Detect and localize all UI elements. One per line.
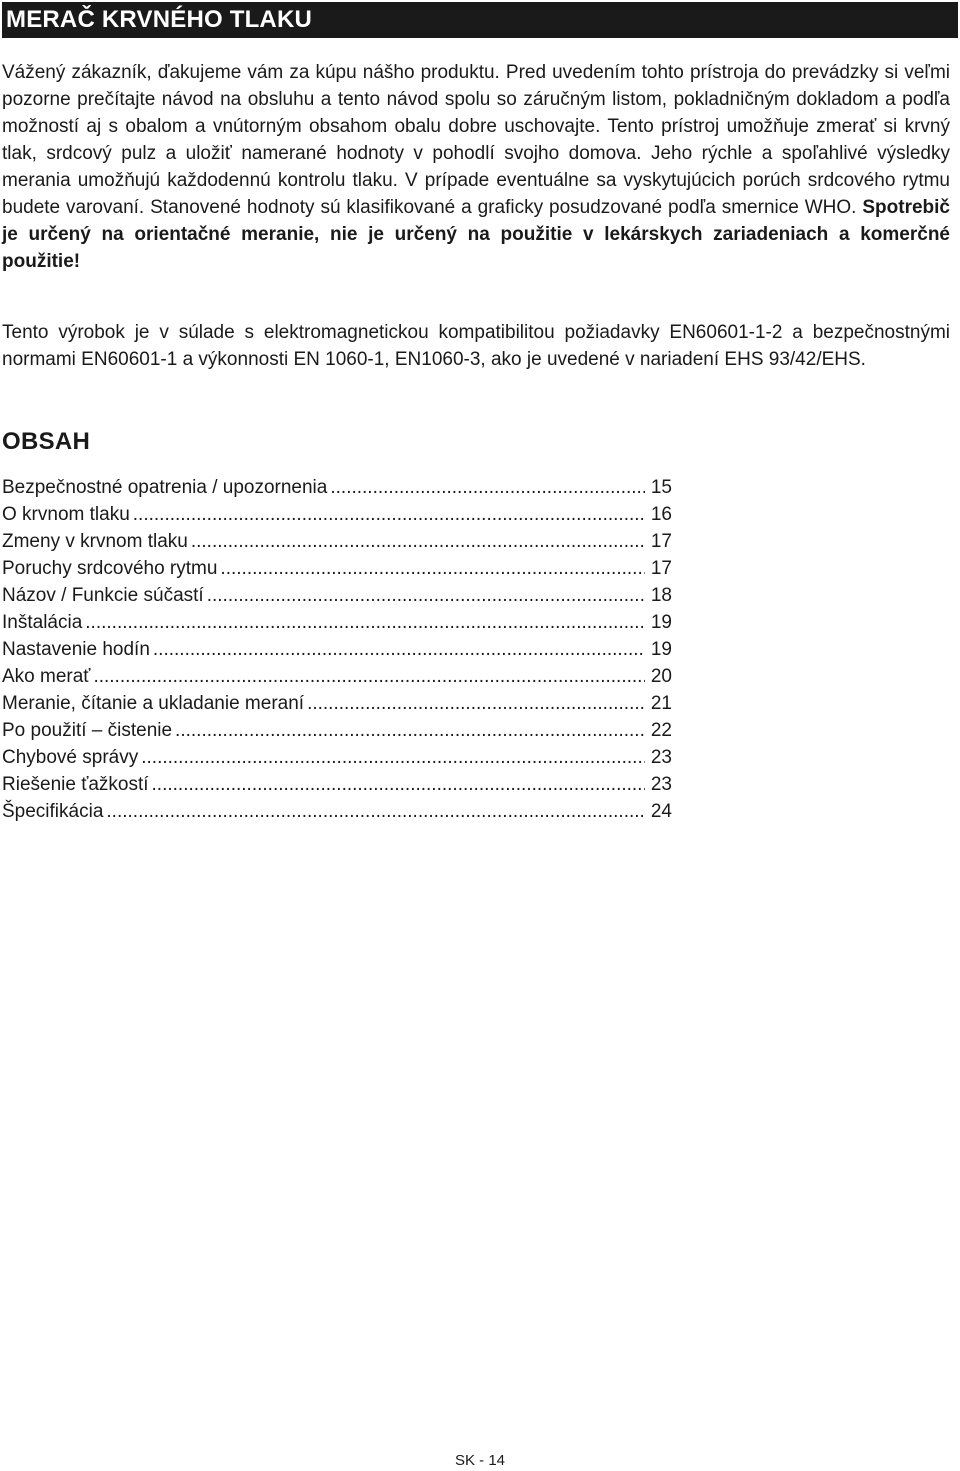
toc-item-page: 20 — [650, 666, 672, 687]
toc-item-label: Chybové správy — [2, 747, 139, 768]
toc-dot-leader — [106, 798, 644, 825]
toc-dot-leader — [153, 636, 645, 663]
toc-dot-leader — [85, 609, 645, 636]
toc-item-label: Názov / Funkcie súčastí — [2, 585, 204, 606]
contents-heading: OBSAH — [2, 428, 91, 455]
toc-item-page: 19 — [650, 612, 672, 633]
toc-item[interactable] — [2, 771, 672, 798]
toc-item-label: Poruchy srdcového rytmu — [2, 558, 218, 579]
toc-item[interactable] — [2, 582, 672, 609]
toc-item-page: 19 — [650, 639, 672, 660]
toc-item-page: 23 — [650, 774, 672, 795]
toc-item[interactable] — [2, 663, 672, 690]
toc-dot-leader — [207, 582, 645, 609]
toc-item[interactable] — [2, 474, 672, 501]
toc-item-page: 16 — [650, 504, 672, 525]
toc-item-page: 17 — [650, 558, 672, 579]
title-bar — [2, 2, 958, 38]
toc-item-label: Nastavenie hodín — [2, 639, 150, 660]
toc-item-label: O krvnom tlaku — [2, 504, 130, 525]
toc-dot-leader — [93, 663, 644, 690]
toc-item-page: 17 — [650, 531, 672, 552]
toc-item-label: Meranie, čítanie a ukladanie meraní — [2, 693, 305, 714]
intro-text: Vážený zákazník, ďakujeme vám za kúpu nášho produktu. Pred uvedením tohto prístroja do prevádzky si veľmi pozorne prečítajte návod na obsluhu a tento návod spolu so záručným listom, pokladničným dokladom a podľa možností aj s obalom a vnútorným obsahom obalu dobre uschovajte. Tento prístroj umožňuje zmerať si krvný tlak, srdcový pulz a uložiť namerané hodnoty v pohodlí svojho domova. Jeho rýchle a spoľahlivé výsledky merania umožňujú každodennú kontrolu tlaku. V prípade eventuálne sa vyskytujúcich porúch srdcového rytmu budete varovaní. Stanovené hodnoty sú klasifikované a graficky posudzované podľa smernice WHO. — [2, 62, 950, 218]
compliance-paragraph: Tento výrobok je v súlade s elektromagnetickou kompatibilitou požiadavky EN60601-1-2 a bezpečnostnými normami EN60601-1 a výkonnosti EN 1060-1, EN1060-3, ako je uvedené v nariadení EHS 93/42/EHS. — [2, 322, 950, 370]
toc-item-page: 23 — [650, 747, 672, 768]
toc-item-page: 21 — [650, 693, 672, 714]
toc-dot-leader — [307, 690, 645, 717]
toc-item[interactable] — [2, 528, 672, 555]
toc-item-page: 24 — [650, 801, 672, 822]
toc-item[interactable] — [2, 501, 672, 528]
toc-dot-leader — [330, 474, 645, 501]
toc-item-label: Riešenie ťažkostí — [2, 774, 149, 795]
toc-item-label: Po použití – čistenie — [2, 720, 173, 741]
toc-item[interactable] — [2, 798, 672, 825]
toc-item-label: Zmeny v krvnom tlaku — [2, 531, 188, 552]
toc-item[interactable] — [2, 690, 672, 717]
toc-dot-leader — [175, 717, 645, 744]
toc-item-label: Bezpečnostné opatrenia / upozornenia — [2, 477, 328, 498]
toc-item-label: Inštalácia — [2, 612, 83, 633]
toc-item[interactable] — [2, 555, 672, 582]
toc-item[interactable] — [2, 744, 672, 771]
toc-item-page: 22 — [650, 720, 672, 741]
toc-item[interactable] — [2, 717, 672, 744]
toc-item-page: 15 — [650, 477, 672, 498]
toc-dot-leader — [220, 555, 644, 582]
table-of-contents — [2, 474, 672, 825]
intro-warning-text: Spotrebič je určený na orientačné meranie, nie je určený na použitie v lekárskych zariadeniach a komerčné použitie! — [2, 197, 950, 272]
toc-dot-leader — [141, 744, 645, 771]
intro-paragraph — [2, 59, 950, 275]
toc-dot-leader — [133, 501, 645, 528]
toc-item-page: 18 — [650, 585, 672, 606]
page-number: SK - 14 — [454, 1452, 506, 1469]
toc-item[interactable] — [2, 609, 672, 636]
toc-dot-leader — [152, 771, 645, 798]
toc-item-label: Špecifikácia — [2, 801, 104, 822]
toc-item[interactable] — [2, 636, 672, 663]
document-title: MERAČ KRVNÉHO TLAKU — [6, 6, 313, 33]
toc-item-label: Ako merať — [2, 666, 91, 687]
toc-dot-leader — [191, 528, 645, 555]
